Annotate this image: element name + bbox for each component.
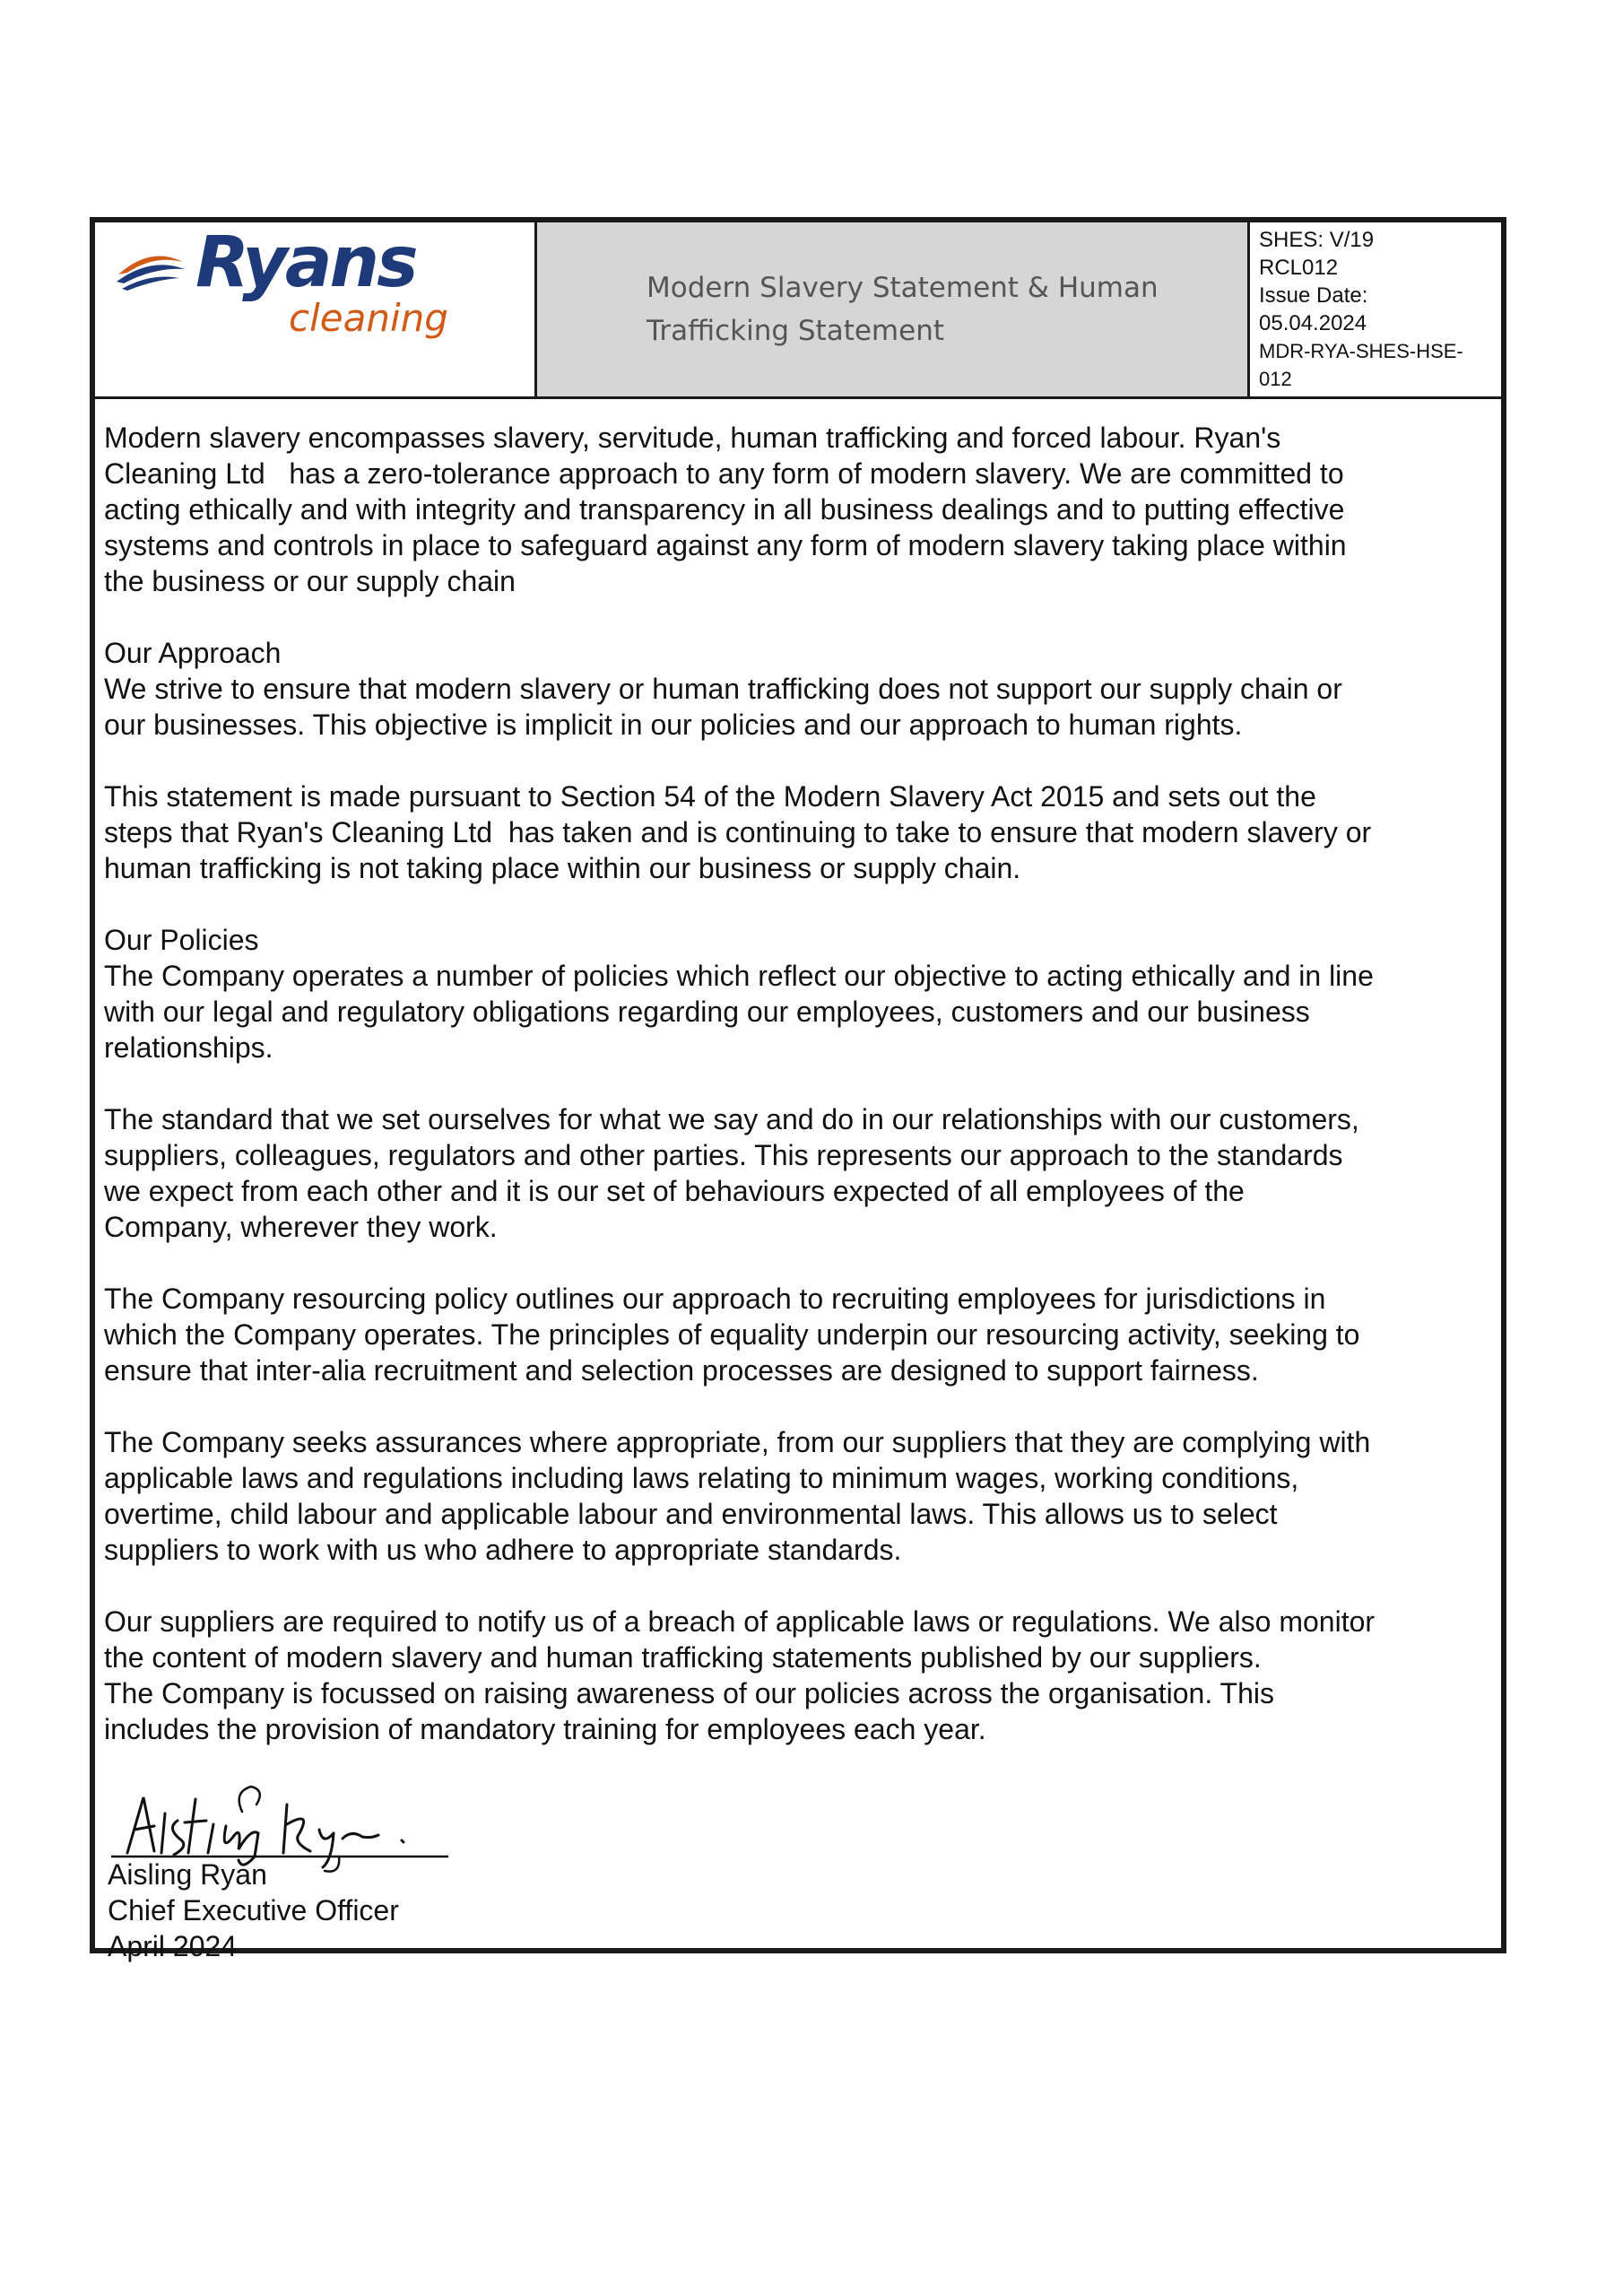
doc-code-line-1: MDR-RYA-SHES-HSE- (1259, 340, 1463, 362)
company-logo (95, 222, 537, 396)
title-line-2: Trafficking Statement (647, 315, 945, 347)
title-line-1: Modern Slavery Statement & Human (647, 272, 1159, 304)
document-header (95, 222, 1501, 399)
policies-heading: Our Policies (104, 924, 259, 956)
signatory-name: Aisling Ryan (108, 1858, 267, 1891)
signatory-role: Chief Executive Officer (108, 1894, 399, 1926)
issue-date: 05.04.2024 (1259, 311, 1367, 335)
document-frame (90, 217, 1506, 1962)
approach-paragraph: We strive to ensure that modern slavery or human trafficking does not support our supply chain or our businesses. This objective is implicit in our policies and our approach to human rights. (104, 673, 1342, 741)
policies-paragraph: The Company operates a number of policies which reflect our objective to acting ethically and in line with our legal and regulatory obligations regarding our employees, customers and our business relationships. (104, 960, 1374, 1064)
resourcing-paragraph: The Company resourcing policy outlines our approach to recruiting employees for jurisdictions in which the Company operates. The principles of equality underpin our resourcing activity, seeking to ensure that inter-alia recruitment and selection processes are designed to support fairness. (104, 1283, 1360, 1387)
document-title (647, 266, 1202, 352)
signatory-details (108, 1857, 399, 1964)
section54-paragraph: This statement is made pursuant to Section 54 of the Modern Slavery Act 2015 and sets out the steps that Ryan's Cleaning Ltd has taken and is continuing to take to ensure that modern slavery or human trafficking is not taking place within our business or supply chain. (104, 780, 1372, 884)
logo-brand-text: Ryans (195, 222, 416, 303)
signature-date: April 2024 (108, 1930, 238, 1962)
shes-version: SHES: V/19 (1259, 228, 1375, 252)
suppliers-paragraph: Our suppliers are required to notify us of a breach of applicable laws or regulations. We also monitor the content of modern slavery and human trafficking statements published by our suppliers. The Company is focussed on raising awareness of our policies across the organisation. This includes the provision of mandatory training for employees each year. (104, 1605, 1376, 1745)
intro-paragraph: Modern slavery encompasses slavery, servitude, human trafficking and forced labour. Ryan's Cleaning Ltd has a zero-tolerance approach to any form of modern slavery. We are committed to acting ethically and with integrity and transparency in all business dealings and to putting effective systems and controls in place to safeguard against any form of modern slavery taking place within the business or our supply chain (104, 422, 1347, 597)
logo-swoosh-icon (115, 242, 187, 296)
issue-date-label: Issue Date: (1259, 283, 1368, 308)
assurances-paragraph: The Company seeks assurances where appropriate, from our suppliers that they are complying with applicable laws and regulations including laws relating to minimum wages, working conditions, overtime, child labour and applicable labour and environmental laws. This allows us to select suppliers to work with us who adhere to appropriate standards. (104, 1426, 1371, 1566)
logo-sub-text: cleaning (289, 296, 448, 340)
document-info (1250, 222, 1501, 396)
approach-heading: Our Approach (104, 637, 282, 669)
standard-paragraph: The standard that we set ourselves for what we say and do in our relationships with our customers, suppliers, colleagues, regulators and other parties. This represents our approach to the standards we expect from each other and it is our set of behaviours expected of all employees of the Company, wherever they work. (104, 1103, 1359, 1243)
document-ref: RCL012 (1259, 256, 1339, 280)
doc-code-line-2: 012 (1259, 368, 1292, 390)
document-title-cell (537, 222, 1250, 396)
statement-body (104, 420, 1494, 1783)
